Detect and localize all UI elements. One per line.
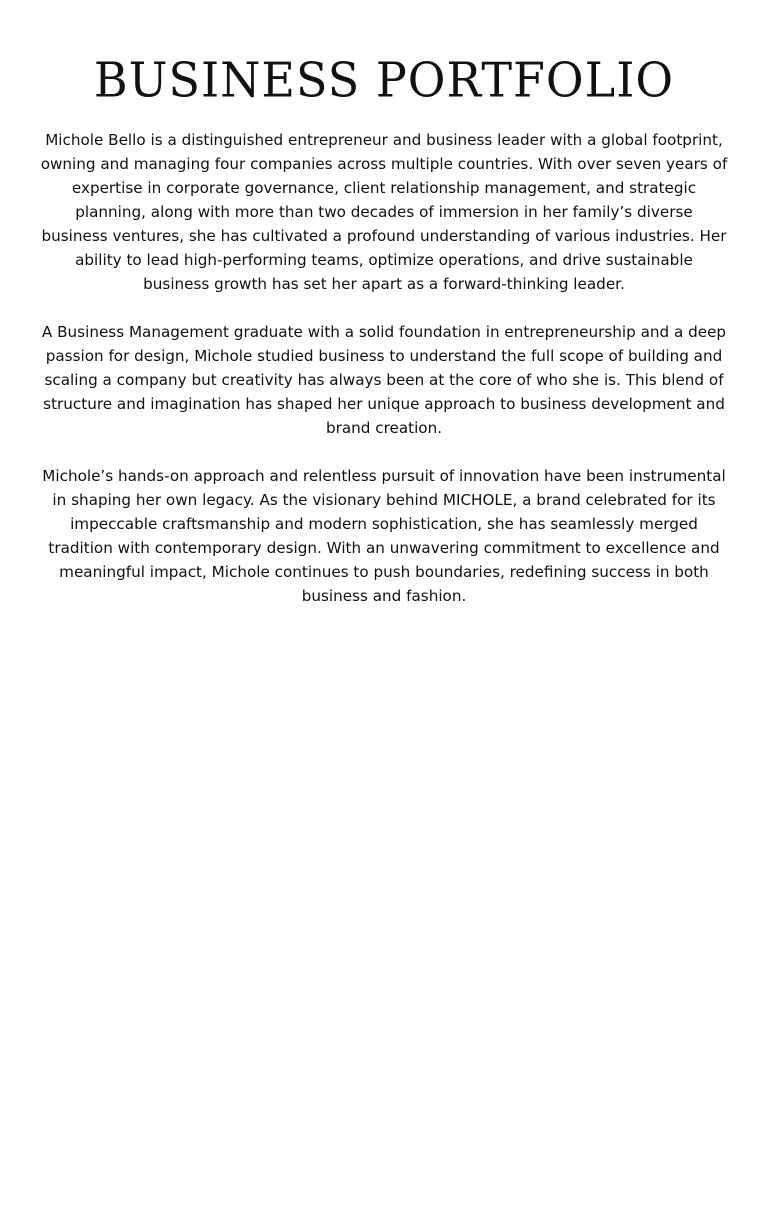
biography-paragraph-1: Michole Bello is a distinguished entrepreneur and business leader with a global footprint, owning and managing four companies across multiple countries. With over seven years of expertise in corporate governance, client relationship management, and strategic planning, along with more than two decades of immersion in her family’s diverse business ventures, she has cultivated a profound understanding of various industries. Her ability to lead high-performing teams, optimize operations, and drive sustainable business growth has set her apart as a forward-thinking leader. [40, 131, 728, 293]
page-title: BUSINESS PORTFOLIO [93, 51, 675, 109]
biography-paragraph-2: A Business Management graduate with a solid foundation in entrepreneurship and a deep passion for design, Michole studied business to understand the full scope of building and scaling a company but creativity has always been at the core of who she is. This blend of structure and imagination has shaped her unique approach to business development and brand creation. [41, 323, 727, 437]
biography-text [40, 128, 728, 632]
biography-paragraph-3: Michole’s hands-on approach and relentless pursuit of innovation have been instrumental in shaping her own legacy. As the visionary behind MICHOLE, a brand celebrated for its impeccable craftsmanship and modern sophistication, she has seamlessly merged tradition with contemporary design. With an unwavering commitment to excellence and meaningful impact, Michole continues to push boundaries, redefining success in both business and fashion. [42, 467, 726, 605]
